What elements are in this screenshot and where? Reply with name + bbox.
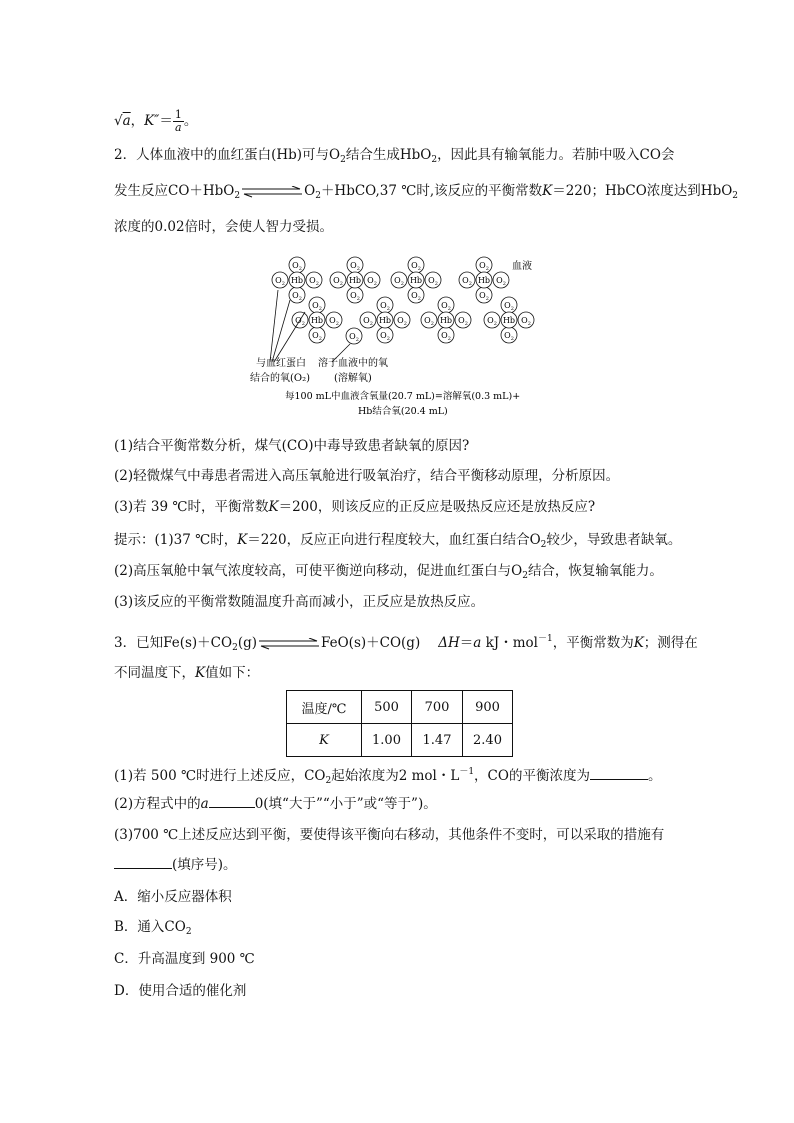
svg-text:O2: $O_2$ (275, 276, 285, 287)
figure-caption-2: Hb结合氧(20.4 mL) (358, 406, 448, 417)
o2-circle (476, 287, 492, 303)
o2-circle (364, 272, 380, 288)
variable-a: a (200, 796, 209, 812)
q3-sub3-text-b: (填序号)。 (172, 857, 237, 873)
q2-hint3: (3)该反应的平衡常数随温度升高而减小，正反应是放热反应。 (114, 594, 485, 610)
q3-sub3: (3)700 ℃上述反应达到平衡，要使得该平衡向右移动，其他条件不变时，可以采取的措施有 (114, 827, 665, 843)
q3-sub1-end: 。 (647, 768, 662, 784)
o2-circle (289, 257, 305, 273)
svg-text:O2: $O_2$ (329, 316, 339, 327)
table-cell: 2.40 (463, 724, 513, 757)
delta-h: ΔH (438, 635, 460, 651)
subscript-2: 2 (185, 927, 192, 937)
equilibrium-arrow-icon (259, 638, 319, 650)
q3-text: ，平衡常数为 (552, 635, 634, 651)
formula-fragment: √a，K″＝ $\frac{1}{a}$ 。 (114, 108, 198, 134)
answer-blank[interactable] (590, 767, 648, 780)
option-b (114, 917, 192, 942)
sqrt-sign: √ (114, 113, 123, 129)
q3-sub1-text-b: 起始浓度为2 mol・L (331, 768, 460, 784)
o2-circle (408, 257, 424, 273)
q3-sub3-line2 (114, 855, 237, 875)
q3-reaction-line (114, 629, 698, 658)
o2-circle (360, 312, 376, 328)
blood-label: 血液 (512, 261, 532, 272)
svg-text:Hb: Hb (439, 316, 453, 325)
o2-circle (394, 312, 410, 328)
o2-circle (493, 272, 509, 288)
k-symbol: K (633, 635, 644, 651)
svg-text:Hb: Hb (348, 276, 362, 285)
superscript: －1 (537, 634, 553, 644)
svg-text:O2: $O_2$ (292, 261, 302, 272)
dissolved-o2-circle (346, 328, 362, 344)
equilibrium-arrow-icon (242, 186, 302, 198)
variable-a: a (473, 635, 482, 651)
svg-text:O2: $O_2$ (424, 316, 434, 327)
o2-circle (425, 272, 441, 288)
table-cell: 1.47 (412, 724, 463, 757)
o2-circle (326, 312, 342, 328)
q2-sub1: (1)结合平衡常数分析，煤气(CO)中毒导致患者缺氧的原因? (114, 438, 470, 454)
o2-circle (347, 257, 363, 273)
figure-caption: 每100 mL中血液含氧量(20.7 mL)=溶解氧(0.3 mL)+ (285, 391, 521, 402)
svg-text:O2: $O_2$ (312, 331, 322, 342)
svg-text:O2: $O_2$ (292, 291, 302, 302)
subscript-2: 2 (540, 540, 547, 550)
table-cell: K (287, 724, 362, 757)
q2-sub3 (114, 497, 595, 517)
svg-text:O2: $O_2$ (521, 316, 531, 327)
subscript-2: 2 (431, 155, 438, 165)
svg-text:Hb: Hb (409, 276, 423, 285)
svg-text:O2: $O_2$ (496, 276, 506, 287)
k-symbol: K (237, 532, 248, 548)
svg-text:O2: $O_2$ (367, 276, 377, 287)
q3-line2-text: 不同温度下， (114, 665, 195, 681)
o2-circle (438, 327, 454, 343)
option-a: A．缩小反应器体积 (114, 889, 232, 905)
subscript-2: 2 (732, 191, 739, 201)
k-value-table (286, 690, 513, 757)
svg-text:O2: $O_2$ (350, 261, 360, 272)
o2-circle (377, 327, 393, 343)
fragment-end: 。 (183, 113, 198, 129)
hint2-text: (2)高压氧舱中氧气浓度较高，可使平衡逆向移动，促进血红蛋白与O (114, 563, 523, 579)
svg-text:O2: $O_2$ (309, 276, 319, 287)
svg-text:O2: $O_2$ (350, 291, 360, 302)
svg-text:O2: $O_2$ (479, 291, 489, 302)
o2-circle (455, 312, 471, 328)
svg-text:O2: $O_2$ (487, 316, 497, 327)
table-row (287, 691, 513, 724)
svg-text:O2: $O_2$ (411, 261, 421, 272)
q3-sub1-text: (1)若 500 ℃时进行上述反应，CO (114, 768, 326, 784)
hint1-text-c: 较少，导致患者缺氧。 (546, 532, 682, 548)
hint1-text-b: ＝220，反应正向进行程度较大，血红蛋白结合O (247, 532, 541, 548)
o2-circle (421, 312, 437, 328)
q2-hint2 (114, 561, 663, 586)
fraction-denominator: a (175, 121, 182, 134)
subscript-2: 2 (522, 571, 528, 581)
o2-circle (377, 297, 393, 313)
svg-text:Hb: Hb (502, 316, 516, 325)
answer-blank[interactable] (114, 856, 172, 869)
q2-reaction-left: 发生反应CO＋HbO (114, 183, 235, 199)
svg-text:O2: $O_2$ (333, 276, 343, 287)
svg-text:O2: $O_2$ (411, 291, 421, 302)
bound-oxygen-label: 与血红蛋白 (256, 358, 306, 369)
q3-reaction-right: FeO(s)＋CO(g) (321, 635, 421, 651)
o2-circle (272, 272, 288, 288)
q2-intro-line (114, 145, 674, 170)
q3-text-b: ；测得在 (643, 635, 698, 651)
subscript-2: 2 (340, 155, 346, 165)
o2-circle (438, 297, 454, 313)
o2-circle (408, 287, 424, 303)
q2-sub2: (2)轻微煤气中毒患者需进入高压氧舱进行吸氧治疗，结合平衡移动原理，分析原因。 (114, 468, 620, 484)
q3-sub1 (114, 762, 661, 791)
svg-text:Hb: Hb (378, 316, 392, 325)
subscript-2: 2 (315, 191, 321, 201)
o2-circle (476, 257, 492, 273)
option-b-text: B．通入CO (114, 919, 186, 935)
hb-circle (476, 272, 492, 288)
q3-line2-text-b: 值如下： (205, 665, 260, 681)
dissolved-oxygen-label: 溶于血液中的氧 (318, 358, 388, 369)
o2-circle (391, 272, 407, 288)
hb-circle (408, 272, 424, 288)
table-cell: 温度/℃ (287, 691, 362, 724)
hb-circle (501, 312, 517, 328)
svg-text:Hb: Hb (477, 276, 491, 285)
k-label: K″ (144, 113, 160, 129)
hb-circle (309, 312, 325, 328)
q2-intro-text-c: ，因此具有输氧能力。若肺中吸入CO会 (437, 147, 675, 163)
q3-reaction-left: 3．已知Fe(s)＋CO (114, 635, 233, 651)
sqrt-argument: a (122, 113, 131, 129)
option-d: D．使用合适的催化剂 (114, 983, 247, 999)
q3-sub2-text-b: 0(填“大于”“小于”或“等于”)。 (254, 796, 437, 812)
q3-sub2-text: (2)方程式中的 (114, 796, 201, 812)
svg-text:O2: $O_2$ (394, 276, 404, 287)
svg-text:O2: $O_2$ (479, 261, 489, 272)
k-symbol: K (195, 665, 206, 681)
svg-text:O2: $O_2$ (363, 316, 373, 327)
o2-circle (289, 287, 305, 303)
subscript-2: 2 (232, 643, 238, 653)
o2-circle (484, 312, 500, 328)
svg-text:O2: $O_2$ (504, 301, 514, 312)
fraction (173, 109, 184, 134)
o2-circle (501, 327, 517, 343)
option-c: C．升高温度到 900 ℃ (114, 951, 255, 967)
svg-text:O2: $O_2$ (349, 332, 359, 343)
q3-line2 (114, 663, 259, 683)
hb-circle (377, 312, 393, 328)
q2-intro-text-b: 结合生成HbO (345, 147, 432, 163)
k-symbol: K (542, 183, 553, 199)
svg-text:O2: $O_2$ (428, 276, 438, 287)
o2-circle (306, 272, 322, 288)
svg-text:O2: $O_2$ (380, 331, 390, 342)
o2-circle (309, 327, 325, 343)
svg-text:Hb: Hb (310, 316, 324, 325)
table-cell: 700 (412, 691, 463, 724)
o2-circle (330, 272, 346, 288)
hemoglobin-oxygen-figure (240, 252, 550, 422)
q2-sub3-text-b: ＝200，则该反应的正反应是吸热反应还是放热反应? (278, 499, 596, 515)
svg-text:O2: $O_2$ (397, 316, 407, 327)
svg-text:O2: $O_2$ (504, 331, 514, 342)
equals-sign: ＝ (159, 113, 173, 129)
superscript: －1 (459, 767, 475, 777)
subscript-2: 2 (325, 776, 332, 786)
hb-circle (438, 312, 454, 328)
svg-text:O2: $O_2$ (312, 301, 322, 312)
dissolved-oxygen-label-2: (溶解氧) (334, 373, 372, 384)
bound-oxygen-label-2: 结合的氧(O₂) (250, 373, 311, 384)
svg-text:O2: $O_2$ (295, 316, 305, 327)
q2-reaction-tail: ＝220；HbCO浓度达到HbO (552, 183, 733, 199)
q2-intro-text: 2．人体血液中的血红蛋白(Hb)可与O (114, 147, 341, 163)
q2-line3: 浓度的0.02倍时，会使人智力受损。 (114, 219, 334, 235)
svg-text:O2: $O_2$ (458, 316, 468, 327)
q2-reaction-right: ＋HbCO,37 ℃时,该反应的平衡常数 (320, 183, 543, 199)
hb-circle (347, 272, 363, 288)
svg-text:Hb: Hb (290, 276, 304, 285)
o2-circle (347, 287, 363, 303)
k-symbol: K (268, 499, 279, 515)
q2-reaction-line (114, 181, 738, 206)
subscript-2: 2 (234, 191, 241, 201)
q2-hint1 (114, 530, 681, 555)
svg-text:O2: $O_2$ (441, 301, 451, 312)
o2-circle (459, 272, 475, 288)
table-cell: 1.00 (362, 724, 412, 757)
answer-blank[interactable] (209, 795, 255, 808)
o2-circle (501, 297, 517, 313)
table-cell: 900 (463, 691, 513, 724)
equals-sign: ＝ (459, 635, 474, 651)
table-row (287, 724, 513, 757)
q3-sub1-text-c: ，CO的平衡浓度为 (474, 768, 590, 784)
svg-text:O2: $O_2$ (462, 276, 472, 287)
fraction-numerator: 1 (174, 108, 182, 121)
q3-reaction-left-b: (g) (237, 635, 257, 651)
svg-text:O2: $O_2$ (380, 301, 390, 312)
q2-sub3-text: (3)若 39 ℃时，平衡常数 (114, 499, 269, 515)
q2-reaction-o: O (304, 183, 316, 199)
hb-circle (289, 272, 305, 288)
o2-circle (518, 312, 534, 328)
svg-text:O2: $O_2$ (441, 331, 451, 342)
table-cell: 500 (362, 691, 412, 724)
o2-circle (309, 297, 325, 313)
hint2-text-b: 结合，恢复输氧能力。 (527, 563, 663, 579)
hb-molecules (272, 257, 534, 344)
hint1-text: 提示：(1)37 ℃时， (114, 532, 238, 548)
unit-text: kJ・mol (481, 635, 538, 651)
q3-sub2 (114, 794, 437, 814)
